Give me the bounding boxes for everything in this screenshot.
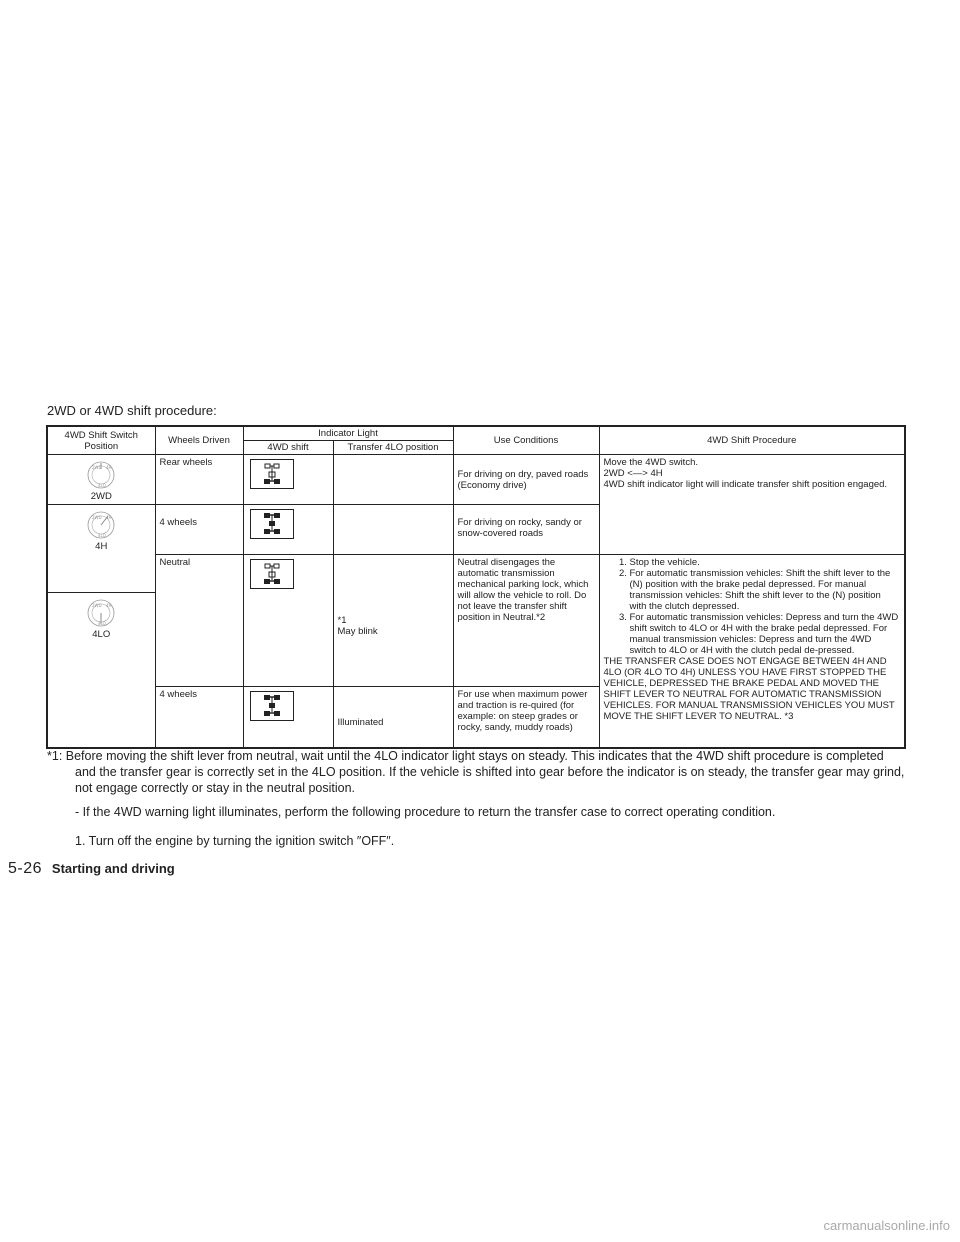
chapter-title: Starting and driving: [51, 861, 175, 876]
header-transfer-4lo: Transfer 4LO position: [333, 441, 453, 455]
switch-label-4lo: 4LO: [92, 629, 111, 640]
procedure-step: 2. For automatic transmission vehicles: Shift the shift lever to the (N) position with the brake pedal depressed. For manual transmission vehicles: Shift the shift lever to the (N) position with the clutch depressed.: [630, 568, 901, 612]
svg-text:2WD: 2WD: [92, 515, 102, 520]
page-number: 5-26: [8, 860, 43, 877]
header-indicator-light: Indicator Light: [243, 426, 453, 441]
4wd-shift-switch-knob-icon: [86, 510, 116, 540]
transfer-cell: Illuminated: [333, 686, 453, 748]
use-conditions-cell: For use when maximum power and traction is re-quired (for example: on steep grades or rocky, sandy, muddy roads): [453, 686, 599, 748]
procedure-line: Move the 4WD switch.: [603, 457, 698, 468]
wheels-cell: 4 wheels: [155, 505, 243, 555]
procedure-warning: THE TRANSFER CASE DOES NOT ENGAGE BETWEEN 4H AND 4LO (OR 4LO TO 4H) UNLESS YOU HAVE FIRST STOPPED THE VEHICLE, DEPRESSED THE BRAKE PEDAL AND MOVED THE SHIFT LEVER TO NEUTRAL FOR AUTOMATIC TRANSMISSION VEHICLES. FOR MANUAL TRANSMISSION VEHICLES YOU MUST MOVE THE SHIFT LEVER TO NEUTRAL. *3: [603, 655, 895, 722]
procedure-step: 1. Stop the vehicle.: [630, 557, 901, 568]
footnote-warning: - If the 4WD warning light illuminates, perform the following procedure to return the transfer case to correct operating condition.: [75, 805, 776, 819]
header-switch-position: 4WD Shift Switch Position: [47, 426, 155, 455]
indicator-cell: [243, 686, 333, 748]
svg-text:2WD: 2WD: [92, 603, 102, 608]
transfer-cell: [333, 505, 453, 555]
procedure-step: 3. For automatic transmission vehicles: Depress and turn the 4WD shift switch to 4LO or 4H with the brake pedal depressed. For manual transmission vehicles: Depress and turn the 4WD switch to 4LO or 4H with the clutch pedal de-pressed.: [630, 612, 901, 656]
switch-cell-4h: [47, 505, 155, 555]
footnote-1: *1: Before moving the shift lever from neutral, wait until the 4LO indicator light stays on steady. This indicates that the 4WD shift procedure is completed and the transfer gear is correctly set in the 4LO position. If the vehicle is shifted into gear before the indicator is on steady, the transfer gear may grind, not engage correctly or stay in the neutral position.: [47, 749, 905, 795]
indicator-cell: [243, 455, 333, 505]
svg-text:4H: 4H: [106, 465, 112, 470]
4wd-shift-switch-knob-icon: [86, 598, 116, 628]
4wd-all-wheel-indicator-icon: [251, 692, 293, 720]
procedure-cell-top: [599, 455, 905, 555]
use-conditions-cell: For driving on dry, paved roads (Economy drive): [453, 455, 599, 505]
watermark: carmanualsonline.info: [823, 1218, 950, 1233]
switch-label-2wd: 2WD: [90, 491, 112, 502]
svg-text:4LO: 4LO: [98, 621, 107, 626]
svg-text:4H: 4H: [106, 603, 112, 608]
2wd-rear-drive-indicator-icon: [251, 560, 293, 588]
svg-text:4LO: 4LO: [98, 483, 107, 488]
svg-text:2WD: 2WD: [92, 465, 102, 470]
switch-label-4h: 4H: [95, 541, 108, 552]
svg-text:4LO: 4LO: [98, 533, 107, 538]
header-4wd-shift: 4WD shift: [243, 441, 333, 455]
switch-cell-2wd: [47, 455, 155, 505]
procedure-line: 2WD <—> 4H: [603, 468, 663, 479]
transfer-cell: [333, 455, 453, 505]
use-conditions-cell: Neutral disengages the automatic transmission mechanical parking lock, which will allow the vehicle to roll. Do not leave the transfer shift position in Neutral.*2: [453, 554, 599, 686]
indicator-cell: [243, 554, 333, 686]
wheels-cell: 4 wheels: [155, 686, 243, 748]
transfer-cell: *1 May blink: [333, 554, 453, 686]
4wd-shift-switch-knob-icon: [86, 460, 116, 490]
footnote-step: 1. Turn off the engine by turning the ignition switch ″OFF″.: [75, 834, 395, 848]
section-heading: 2WD or 4WD shift procedure:: [47, 403, 217, 418]
header-shift-procedure: 4WD Shift Procedure: [599, 426, 905, 455]
switch-cell-4lo: [47, 554, 155, 748]
use-conditions-cell: For driving on rocky, sandy or snow-covered roads: [453, 505, 599, 555]
procedure-cell-bottom: [599, 554, 905, 748]
procedure-line: 4WD shift indicator light will indicate transfer shift position engaged.: [603, 479, 888, 490]
indicator-cell: [243, 505, 333, 555]
4wd-all-wheel-indicator-icon: [251, 510, 293, 538]
header-use-conditions: Use Conditions: [453, 426, 599, 455]
2wd-rear-drive-indicator-icon: [251, 460, 293, 488]
wheels-cell: Neutral: [155, 554, 243, 686]
wheels-cell: Rear wheels: [155, 455, 243, 505]
shift-procedure-table: [46, 425, 906, 749]
header-wheels-driven: Wheels Driven: [155, 426, 243, 455]
page-footer: [8, 860, 175, 878]
svg-text:4H: 4H: [106, 515, 112, 520]
